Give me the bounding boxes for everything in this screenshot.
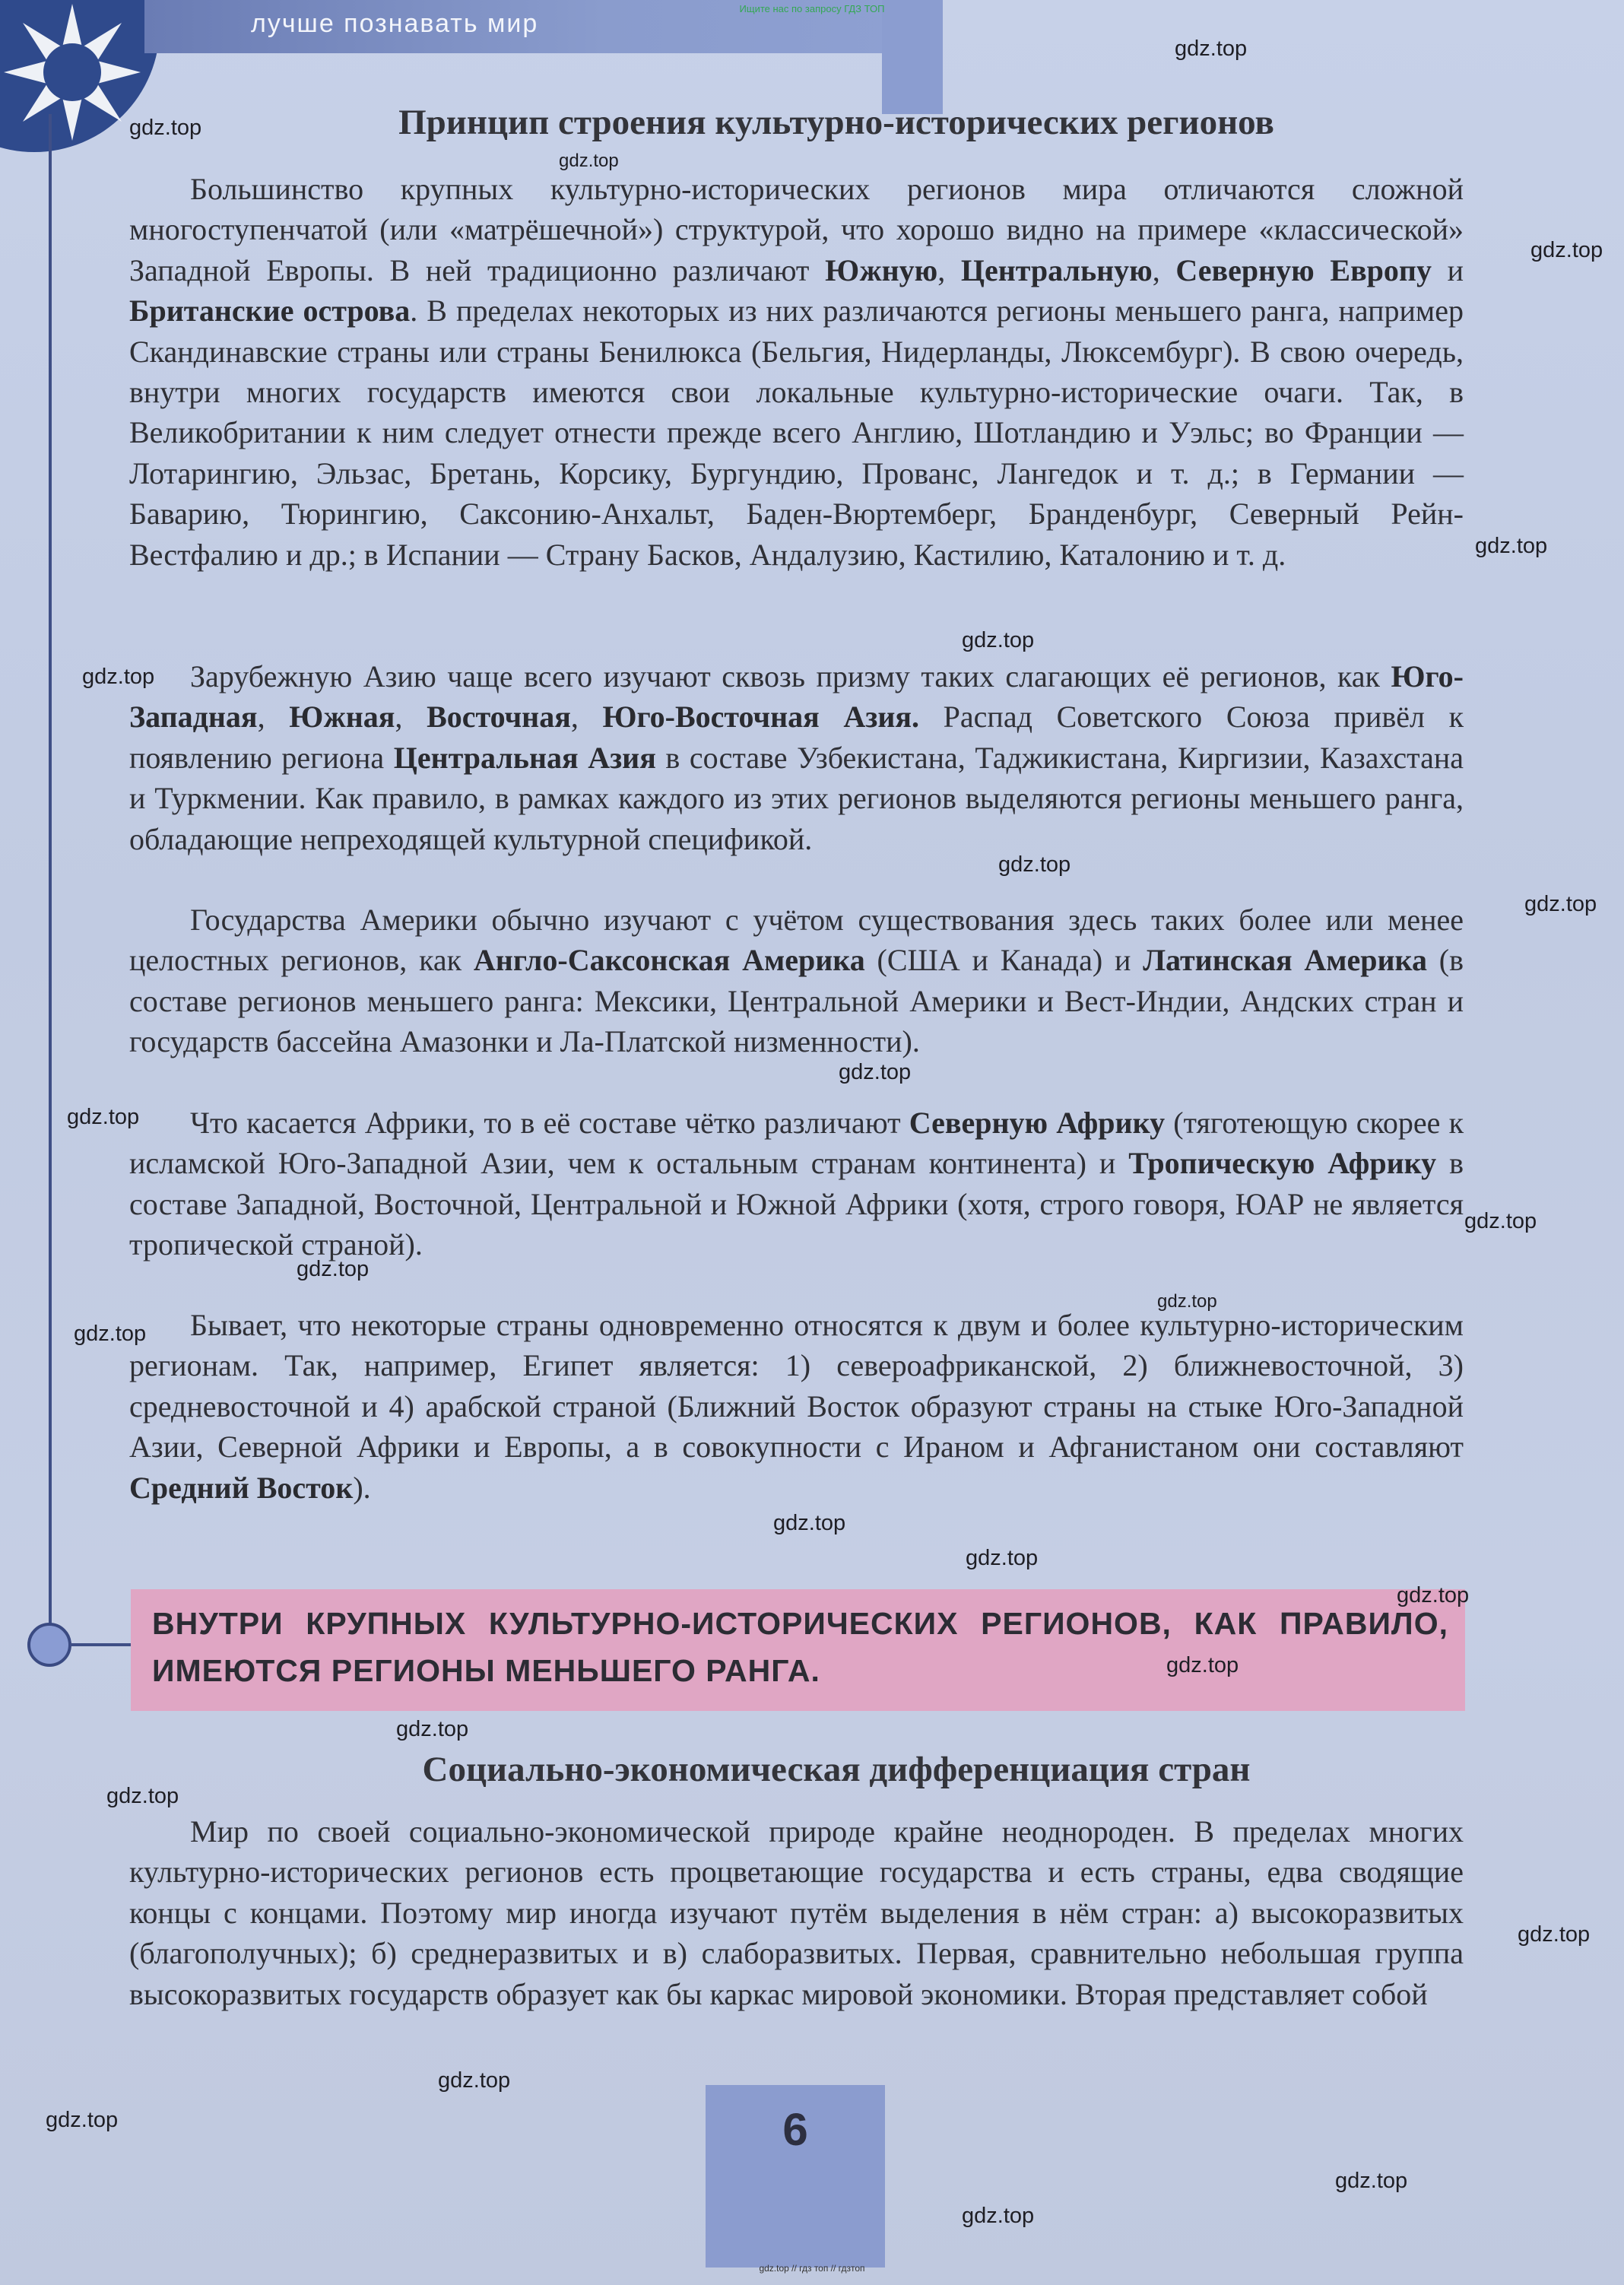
bold-term: Центральную [960,252,1153,287]
bold-term: Юго-Восточная Азия. [602,700,920,735]
watermark: gdz.top [559,151,619,171]
paragraph: Государства Америки обычно изучают с учётом существования здесь таких более или менее целостных регионов, как Англо-Саксонская Америка (США и Канада) и Латинская Америка (в составе регионов меньшего ранга: Мексики, Центральной Америки и Вест-Индии, Андских стран и государств бассейна Амазонки и Ла-Платской низменности). [129,903,1464,1059]
paragraph: Что касается Африки, то в её составе чётко различают Северную Африку (тяготеющую скорее к исламской Юго-Западной Азии, чем к остальным странам континента) и Тропическую Африку в составе Западной, Восточной, Центральной и Южной Африки (хотя, строго говоря, ЮАР не является тропической страной). [129,1106,1464,1262]
bold-term: Юго-Западная [129,659,1464,735]
bold-term: Центральная Азия [393,740,656,775]
header-text: лучше познавать мир [251,9,539,38]
dot-connector-line [70,1643,140,1646]
bold-term: Северную Африку [909,1106,1166,1140]
section-title-regions: Принцип строения культурно-исторических регионов [398,103,1274,142]
paragraph: Большинство крупных культурно-исторических регионов мира отличаются сложной многоступенчатой (или «матрёшечной») структурой, что хорошо видно на примере «классической» Западной Европы. В ней традиционно различают Южную, Центральную, Северную Европу и Британские острова. В пределах некоторых из них различаются регионы меньшего ранга, например Скандинавские страны или страны Бенилюкса (Бельгия, Нидерланды, Люксембург). В свою очередь, внутри многих государств имеются свои локальные культурно-исторические очаги. Так, в Великобритании к ним следует отнести прежде всего Англию, Шотландию и Уэльс; во Франции — Лотарингию, Эльзас, Бретань, Корсику, Бургундию, Прованс, Лангедок и т. д.; в Германии — Баварию, Тюрингию, Саксонию-Анхальт, Баден-Вюртемберг, Бранденбург, Северный Рейн-Вестфалию и др.; в Испании — Страну Басков, Андалузию, Кастилию, Каталонию и т. д. [129,172,1464,572]
watermark: gdz.top [438,2068,511,2093]
watermark: gdz.top [1475,534,1548,558]
watermark: gdz.top [1175,36,1248,61]
bottom-link[interactable]: gdz.top // гдз топ // гдзтоп [759,2263,865,2274]
paragraph: Мир по своей социально-экономической природе крайне неоднороден. В пределах многих культурно-исторических регионов есть процветающие государства и есть страны, едва сводящие концы с концами. Поэтому мир иногда изучают путём выделения в нём стран: а) высокоразвитых (благополучных); б) среднеразвитых и в) слаборазвитых. Первая, сравнительно небольшая группа высокоразвитых государств образует как бы каркас мировой экономики. Вторая представляет собой [129,1814,1464,2011]
watermark: gdz.top [129,116,202,140]
top-link[interactable]: Ищите нас по запросу ГДЗ ТОП [739,3,885,14]
watermark: gdz.top [839,1060,912,1084]
watermark: gdz.top [74,1322,147,1346]
rule-text: ВНУТРИ КРУПНЫХ КУЛЬТУРНО-ИСТОРИЧЕСКИХ РЕГИОНОВ, КАК ПРАВИЛО, ИМЕЮТСЯ РЕГИОНЫ МЕНЬШЕГО РАНГА. [152,1606,1448,1688]
bold-term: Англо-Саксонская Америка [473,943,865,978]
watermark: gdz.top [1335,2169,1408,2193]
corner-star-icon [0,0,144,144]
bold-term: Средний Восток [129,1470,354,1505]
watermark: gdz.top [966,1546,1039,1570]
watermark: gdz.top [297,1257,370,1281]
watermark: gdz.top [962,2204,1035,2228]
bold-term: Восточная [427,700,571,735]
section-title-socioeconomic: Социально-экономическая дифференциация стран [422,1750,1251,1789]
watermark: gdz.top [106,1784,179,1808]
watermark: gdz.top [67,1105,140,1129]
bold-term: Южная [289,700,395,735]
bold-term: Тропическую Африку [1128,1146,1437,1181]
watermark: gdz.top [1518,1922,1591,1947]
watermark: gdz.top [1166,1653,1239,1677]
header-band-tail [882,0,943,114]
paragraph: Зарубежную Азию чаще всего изучают сквозь призму таких слагающих её регионов, как Юго-Западная, Южная, Восточная, Юго-Восточная Азия. Распад Советского Союза привёл к появлению региона Центральная Азия в составе Узбекистана, Таджикистана, Киргизии, Казахстана и Туркмении. Как правило, в рамках каждого из этих регионов выделяются регионы меньшего ранга, обладающие непреходящей культурной спецификой. [129,659,1464,856]
watermark: gdz.top [1530,238,1603,262]
watermark: gdz.top [962,628,1035,652]
watermark: gdz.top [1157,1291,1217,1312]
watermark: gdz.top [998,852,1071,877]
bold-term: Южную [825,252,938,287]
left-margin-dot [27,1623,71,1667]
bold-term: Британские острова [129,294,411,328]
watermark: gdz.top [82,665,155,689]
watermark: gdz.top [1397,1583,1470,1607]
watermark: gdz.top [396,1717,469,1741]
bold-term: Северную Европу [1175,252,1432,287]
watermark: gdz.top [1524,892,1597,916]
watermark: gdz.top [1464,1209,1537,1233]
watermark: gdz.top [773,1511,846,1535]
watermark: gdz.top [46,2108,119,2132]
page-number: 6 [782,2104,808,2155]
paragraph: Бывает, что некоторые страны одновременно относятся к двум и более культурно-историческим регионам. Так, например, Египет является: 1) североафриканской, 2) ближневосточной, 3) средневосточной и 4) арабской страной (Ближний Восток образуют страны на стыке Юго-Западной Азии, Северной Африки и Европы, а в совокупности с Ираном и Афганистаном они составляют Средний Восток). [129,1308,1464,1505]
bold-term: Латинская Америка [1143,943,1427,978]
left-margin-line [49,114,52,1642]
